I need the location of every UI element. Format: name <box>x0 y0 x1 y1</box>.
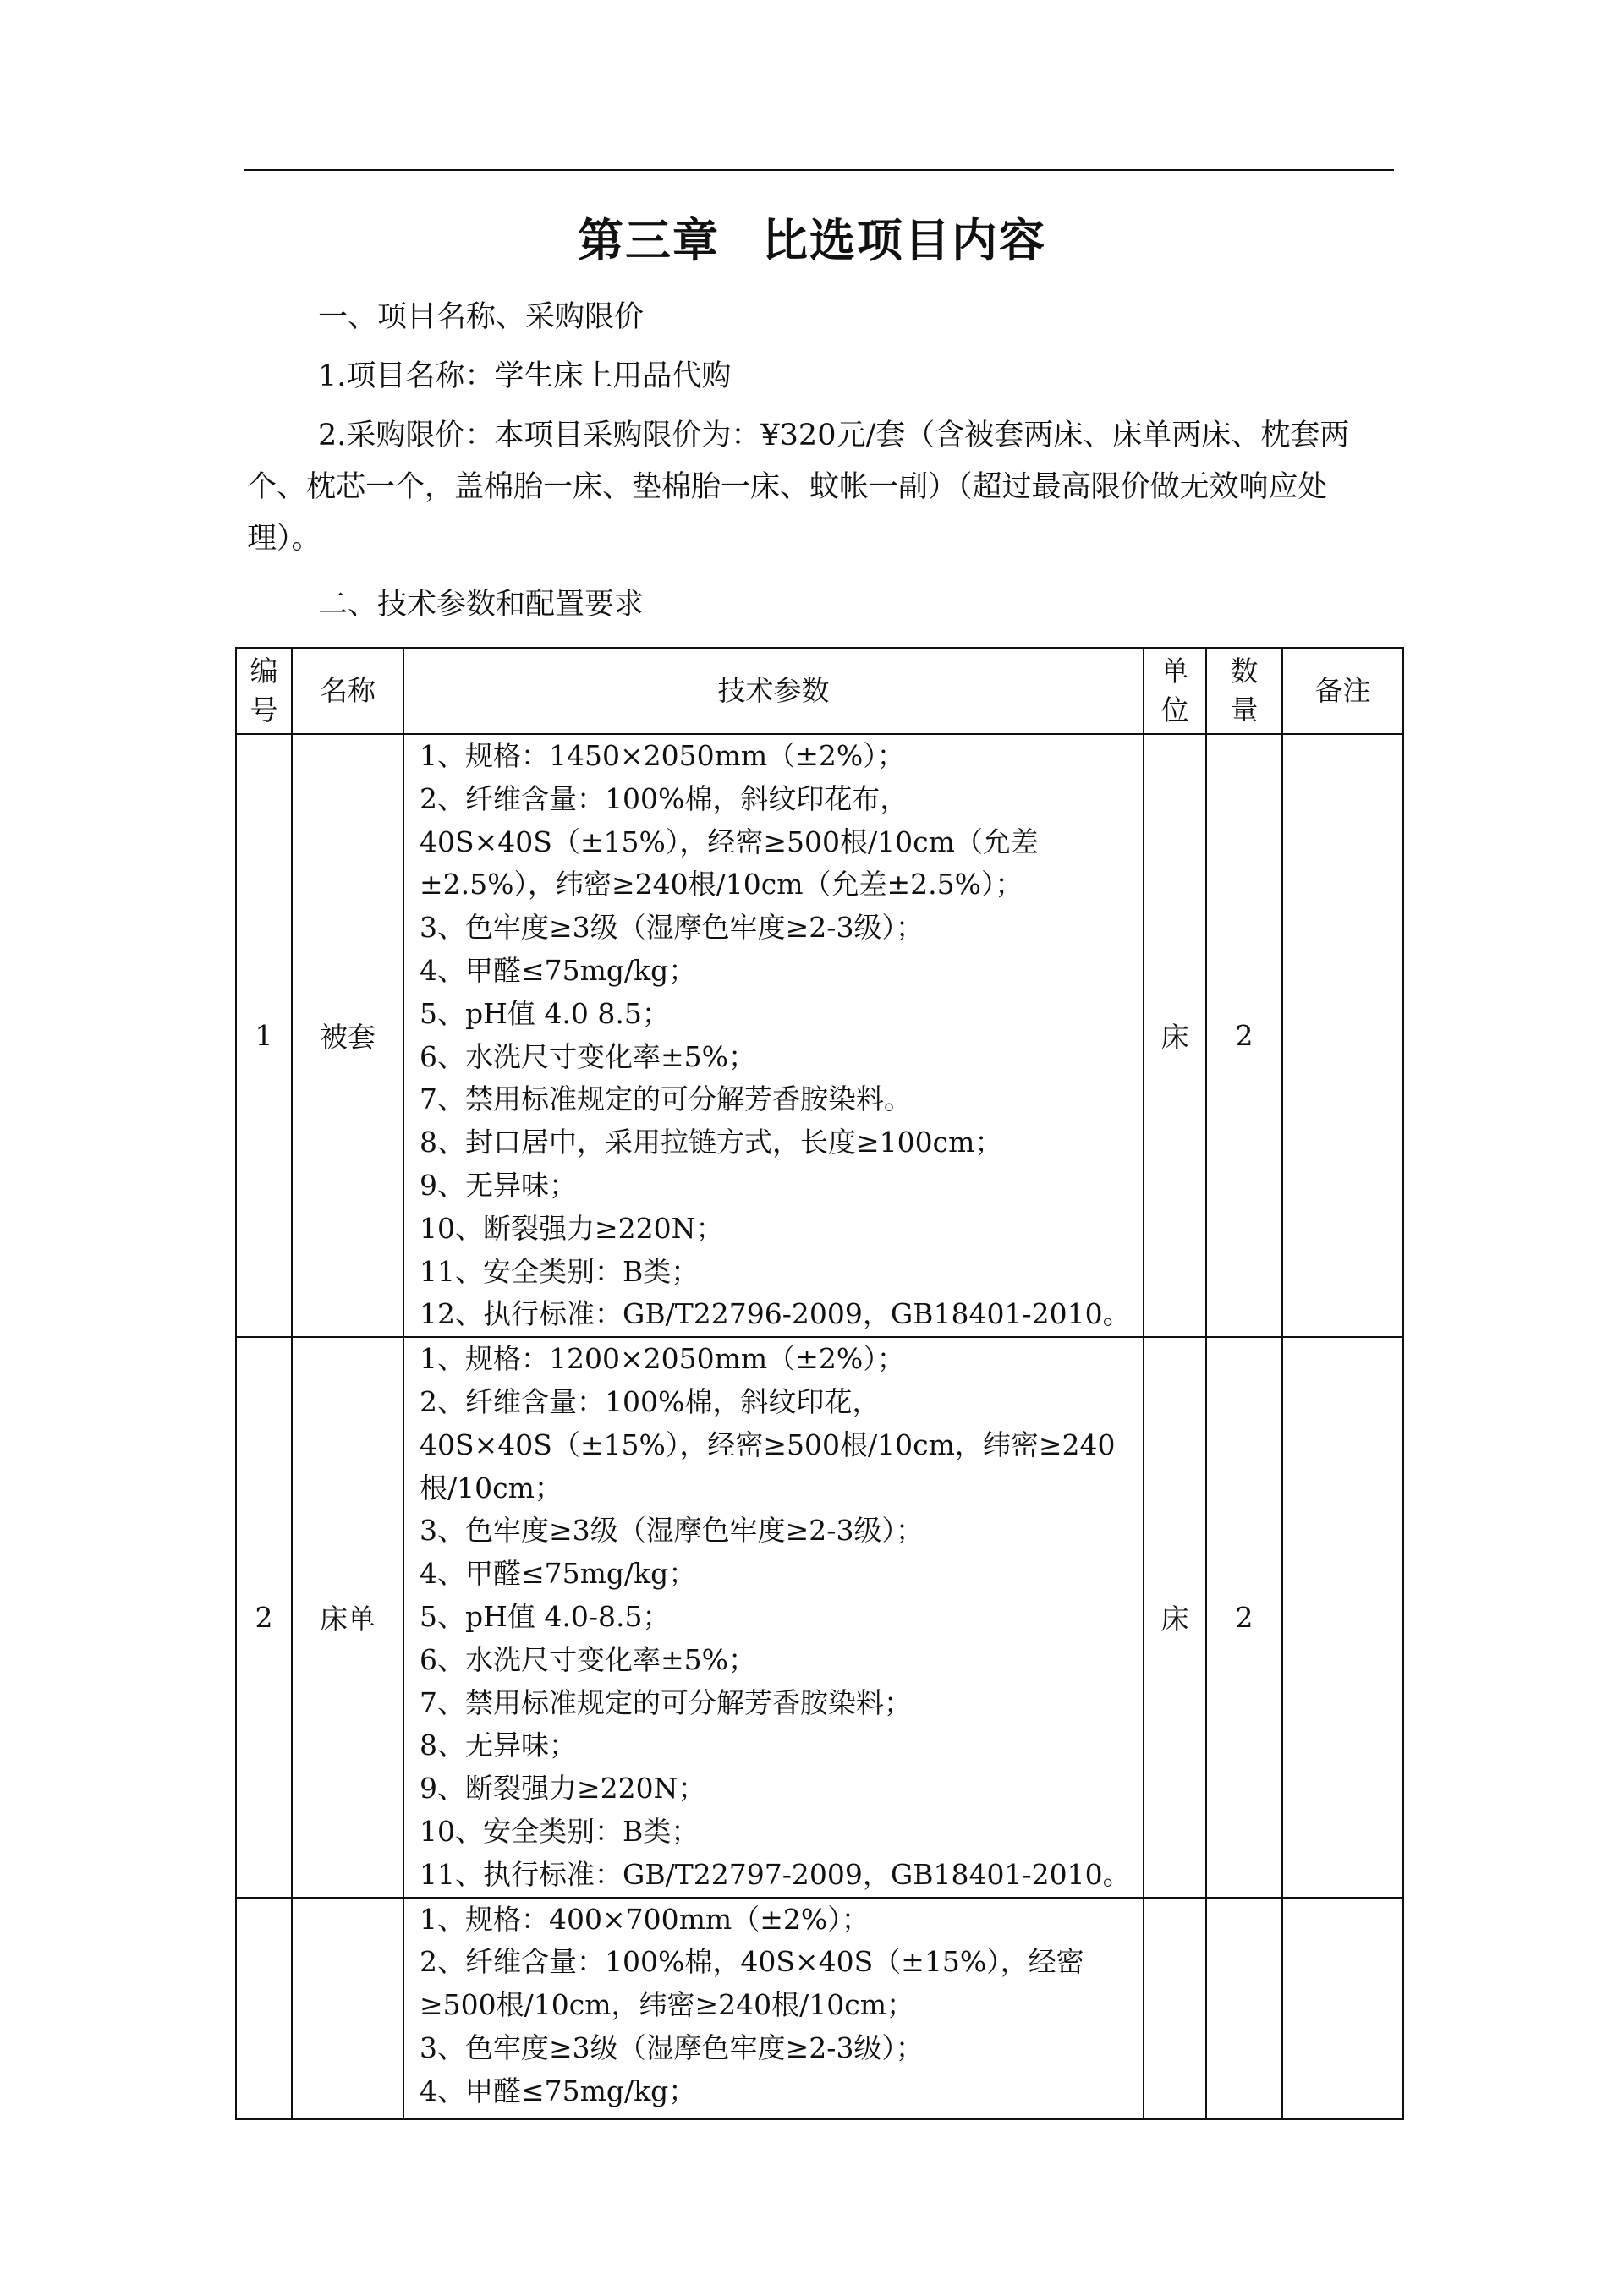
param-line: 5、pH值 4.0 8.5； <box>420 996 670 1030</box>
param-line: 7、禁用标准规定的可分解芳香胺染料； <box>420 1685 912 1719</box>
param-line: 6、水洗尺寸变化率±5%； <box>420 1642 756 1676</box>
project-name: 1.项目名称：学生床上用品代购 <box>318 359 732 393</box>
param-line: 4、甲醛≤75mg/kg； <box>420 1557 697 1591</box>
row-remark <box>1282 1898 1403 2119</box>
row-no: 2 <box>236 1337 292 1897</box>
row-qty: 2 <box>1206 1337 1282 1897</box>
table-row <box>236 1337 1403 1897</box>
header-remark: 备注 <box>1282 648 1403 734</box>
param-line: 6、水洗尺寸变化率±5%； <box>420 1039 756 1073</box>
param-line: 9、断裂强力≥220N； <box>420 1772 706 1806</box>
param-line: 7、禁用标准规定的可分解芳香胺染料。 <box>420 1082 912 1116</box>
spec-table <box>235 647 1404 2120</box>
param-line: 40S×40S（±15%），经密≥500根/10cm，纬密≥240 <box>420 1427 1116 1461</box>
row-remark <box>1282 1337 1403 1897</box>
table-header-row <box>236 648 1403 734</box>
row-qty <box>1206 1898 1282 2119</box>
chapter-name: 比选项目内容 <box>762 214 1046 267</box>
param-line: 11、执行标准：GB/T22797-2009，GB18401-2010。 <box>420 1857 1131 1891</box>
row-name: 床单 <box>292 1337 403 1897</box>
param-line: 10、断裂强力≥220N； <box>420 1211 724 1245</box>
header-unit: 单 位 <box>1144 648 1206 734</box>
chapter-number: 第三章 <box>578 214 720 267</box>
row-params <box>403 734 1144 1337</box>
param-line: 10、安全类别：B类； <box>420 1814 700 1848</box>
param-line: 12、执行标准：GB/T22796-2009，GB18401-2010。 <box>420 1297 1131 1331</box>
row-name <box>292 1898 403 2119</box>
param-line: 9、无异味； <box>420 1168 577 1202</box>
param-line: 4、甲醛≤75mg/kg； <box>420 953 697 987</box>
row-no <box>236 1898 292 2119</box>
row-qty: 2 <box>1206 734 1282 1337</box>
chapter-title <box>0 213 1624 269</box>
param-line: 2、纤维含量：100%棉，斜纹印花布， <box>420 781 908 815</box>
row-params <box>403 1337 1144 1897</box>
param-line: 3、色牢度≥3级（湿摩色牢度≥2-3级）； <box>420 1514 924 1548</box>
param-line: 8、无异味； <box>420 1729 577 1762</box>
row-no: 1 <box>236 734 292 1337</box>
header-params: 技术参数 <box>403 648 1144 734</box>
param-line: 4、甲醛≤75mg/kg； <box>420 2074 697 2107</box>
row-unit: 床 <box>1144 734 1206 1337</box>
param-line: 1、规格：1450×2050mm（±2%）； <box>420 739 905 772</box>
row-params <box>403 1898 1144 2119</box>
header-rule <box>244 169 1394 171</box>
param-line: 1、规格：1200×2050mm（±2%）； <box>420 1342 905 1376</box>
param-line: ≥500根/10cm，纬密≥240根/10cm； <box>420 1988 915 2022</box>
table-row <box>236 734 1403 1337</box>
param-line: 8、封口居中，采用拉链方式，长度≥100cm； <box>420 1126 1003 1159</box>
param-line: ±2.5%），纬密≥240根/10cm（允差±2.5%）； <box>420 868 1023 901</box>
param-line: 3、色牢度≥3级（湿摩色牢度≥2-3级）； <box>420 911 924 945</box>
param-line: 3、色牢度≥3级（湿摩色牢度≥2-3级）； <box>420 2030 924 2064</box>
row-unit: 床 <box>1144 1337 1206 1897</box>
row-remark <box>1282 734 1403 1337</box>
price-limit: 2.采购限价：本项目采购限价为：¥320元/套（含被套两床、床单两床、枕套两个、枕芯一个，盖棉胎一床、垫棉胎一床、蚊帐一副）（超过最高限价做无效响应处理）。 <box>247 419 1350 556</box>
row-name: 被套 <box>292 734 403 1337</box>
param-line: 11、安全类别：B类； <box>420 1254 700 1288</box>
param-line: 5、pH值 4.0-8.5； <box>420 1599 671 1633</box>
header-name: 名称 <box>292 648 403 734</box>
header-no: 编 号 <box>236 648 292 734</box>
param-line: 40S×40S（±15%），经密≥500根/10cm（允差 <box>420 825 1039 858</box>
section2-heading: 二、技术参数和配置要求 <box>318 588 645 622</box>
param-line: 2、纤维含量：100%棉，斜纹印花， <box>420 1384 881 1418</box>
param-line: 1、规格：400×700mm（±2%）； <box>420 1902 870 1936</box>
header-qty: 数 量 <box>1206 648 1282 734</box>
section1-heading: 一、项目名称、采购限价 <box>318 300 645 334</box>
param-line: 根/10cm； <box>420 1471 562 1504</box>
param-line: 2、纤维含量：100%棉，40S×40S（±15%），经密 <box>420 1945 1084 1979</box>
table-row <box>236 1898 1403 2119</box>
row-unit <box>1144 1898 1206 2119</box>
